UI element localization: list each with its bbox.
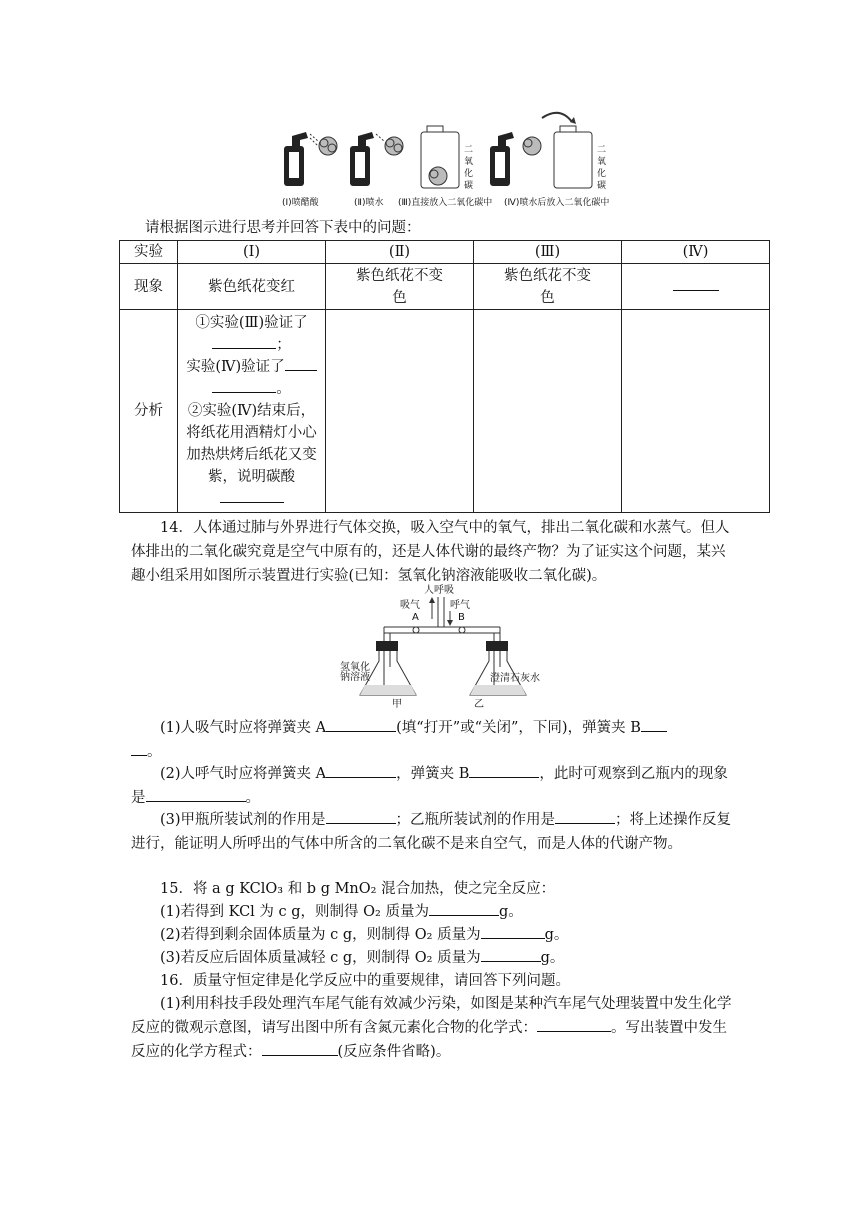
arrow-icon [542,113,572,122]
row-label: 分析 [120,310,178,513]
question-text: (填“打开”或“关闭”，下同)，弹簧夹 B [396,720,641,736]
analysis-cell [178,310,326,513]
analysis-cell [622,310,770,513]
question-text: (3)若反应后固体质量减轻 c g，则制得 O₂ 质量为 [160,950,481,966]
answer-blank[interactable] [641,717,667,732]
q14-part1 [131,716,733,764]
spray-bottle-icon [490,132,514,186]
question-text: ；将上述操作反复进行，能证明人所呼出的气体中所含的二氧化碳不是来自空气，而是人体的代谢产物。 [131,812,732,852]
answer-blank[interactable] [212,334,276,349]
co2-label: 化 [464,169,474,179]
question-text: (1)若得到 KCl 为 c g，则制得 O₂ 质量为 [160,904,429,920]
phenomenon-cell: 紫色纸花不变色 [474,264,622,310]
co2-label: 氧 [464,157,474,167]
question-text: 。 [245,790,260,806]
up-arrow-icon [429,597,435,603]
paper-flower-icon [376,134,403,155]
gas-jar-icon [421,126,459,188]
spray-bottle-icon [284,132,308,186]
analysis-text: ②实验(Ⅳ)结束后，将纸花用酒精灯小心加热烘烤后纸花又变紫，说明碳酸 [186,403,317,485]
spray-bottle-icon [350,132,374,186]
flask-right-label: 乙 [474,699,484,709]
flask-right-icon [470,641,526,695]
phenomenon-cell: 紫色纸花不变色 [326,264,474,310]
co2-label: 二 [597,145,607,155]
gas-jar-icon [554,126,592,188]
answer-blank[interactable] [220,488,284,503]
table-header-row [120,241,770,264]
q14-part2 [131,762,733,810]
paper-flower-icon [523,137,541,155]
question-text: g。 [544,927,569,943]
co2-label: 碳 [464,181,474,191]
analysis-row [120,310,770,513]
breathing-apparatus-diagram [340,583,550,709]
answer-blank[interactable] [131,741,147,756]
answer-blank[interactable] [481,924,545,939]
question-text: (3)甲瓶所装试剂的作用是 [160,812,326,828]
question-text: 。写出装置中发生反应的化学方程式： [131,1020,727,1060]
inhale-label: 吸气 [400,600,420,611]
q15-part2 [131,923,731,947]
analysis-text: ①实验(Ⅲ)验证了 [195,315,308,331]
q16-part1 [131,992,733,1064]
row-label: 现象 [120,264,178,310]
table-header: 实验 [120,241,178,264]
answer-blank[interactable] [469,763,539,778]
answer-blank[interactable] [481,947,541,962]
q15-intro: 15．将 a g KClO₃ 和 b g MnO₂ 混合加热，使之完全反应： [160,881,556,897]
exhale-label: 呼气 [450,600,470,611]
caption-4: (Ⅳ)喷水后放入二氧化碳中 [504,198,610,208]
answer-blank[interactable] [212,378,276,393]
q14-part3 [131,808,733,856]
question-text: (2)人呼气时应将弹簧夹 A [160,766,327,782]
analysis-cell [474,310,622,513]
q15-part3 [131,946,731,970]
q14-intro: 14．人体通过肺与外界进行气体交换，吸入空气中的氧气，排出二氧化碳和水蒸气。但人体排出的二氧化碳究竟是空气中原有的，还是人体代谢的最终产物？为了证实这个问题，某兴趣小组采用如图所示装置进行实验(已知：氢氧化钠溶液能吸收二氧化碳)。 [131,520,730,584]
clamp-b-icon [459,627,465,633]
clamp-b-label: B [458,612,465,623]
answer-blank[interactable] [326,763,396,778]
question-text: ，弹簧夹 B [396,766,470,782]
question-text: g。 [498,904,523,920]
answer-blank[interactable] [673,276,719,291]
phenomenon-blank-cell[interactable] [622,264,770,310]
co2-label: 碳 [597,181,607,191]
clamp-a-icon [413,627,419,633]
question-text: ，此时可观察到乙瓶内的现象是 [131,766,728,806]
answer-blank[interactable] [326,809,396,824]
analysis-text: 。 [276,381,291,397]
flower-experiment-figure [280,108,615,210]
q16-intro: 16．质量守恒定律是化学反应中的重要规律，请回答下列问题。 [160,973,570,989]
caption-1: (Ⅰ)喷醋酸 [282,198,319,208]
table-header: (Ⅳ) [622,241,770,264]
answer-blank[interactable] [537,1017,611,1032]
co2-label: 氧 [597,157,607,167]
table-header: (Ⅱ) [326,241,474,264]
down-arrow-icon [447,620,453,626]
caption-2: (Ⅱ)喷水 [354,198,384,208]
q15-part1 [131,900,731,924]
analysis-cell [326,310,474,513]
flask-left-label: 甲 [392,699,402,709]
table-instruction: 请根据图示进行思考并回答下表中的问题： [145,220,421,236]
answer-blank[interactable] [285,356,317,371]
answer-blank[interactable] [429,901,499,916]
phenomenon-cell: 紫色纸花变红 [178,264,326,310]
answer-blank[interactable] [262,1041,338,1056]
question-text: (2)若得到剩余固体质量为 c g，则制得 O₂ 质量为 [160,927,481,943]
question-text: ；乙瓶所装试剂的作用是 [395,812,556,828]
right-solution-label: 澄清石灰水 [490,673,540,684]
answer-blank[interactable] [555,809,615,824]
analysis-text: 实验(Ⅳ)验证了 [186,359,285,375]
question-text: (1)利用科技手段处理汽车尾气能有效减少污染，如图是某种汽车尾气处理装置中发生化学反应的微观示意图，请写出图中所有含氮元素化合物的化学式： [131,996,732,1036]
experiment-table [119,240,770,513]
caption-3: (Ⅲ)直接放入二氧化碳中 [398,198,493,208]
left-solution-label: 氢氧化 [340,662,370,673]
clamp-a-label: A [412,612,419,623]
co2-label: 二 [464,145,474,155]
question-text: (反应条件省略)。 [337,1044,451,1060]
left-solution-label: 钠溶液 [340,672,370,683]
question-text: (1)人吸气时应将弹簧夹 A [160,720,327,736]
answer-blank[interactable] [326,717,396,732]
analysis-text: ； [276,337,291,353]
question-text: g。 [540,950,565,966]
phenomenon-row [120,264,770,310]
question-text: 。 [147,744,162,760]
table-header: (Ⅲ) [474,241,622,264]
paper-flower-icon [310,134,337,155]
answer-blank[interactable] [146,787,246,802]
diagram-top-label: 人呼吸 [424,585,454,596]
table-header: (Ⅰ) [178,241,326,264]
co2-label: 化 [597,169,607,179]
